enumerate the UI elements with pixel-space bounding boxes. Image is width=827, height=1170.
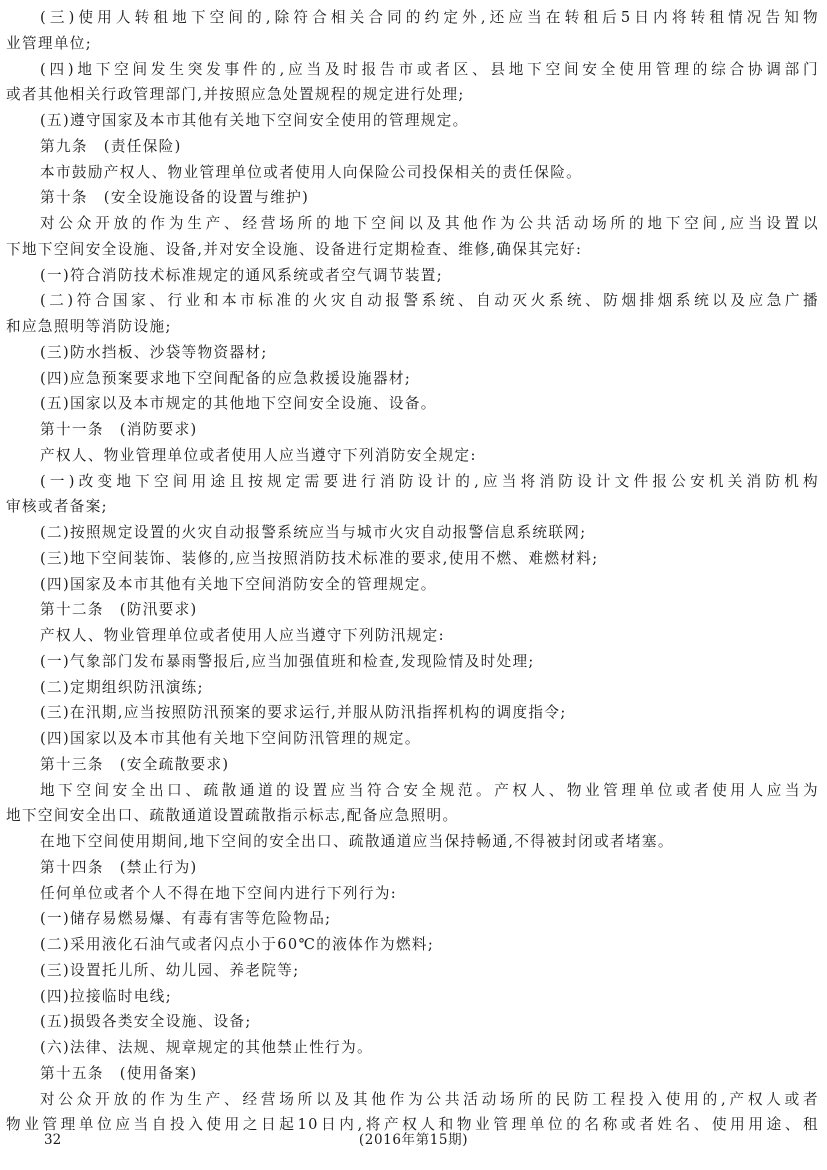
text-line: (四)应急预案要求地下空间配备的应急救援设施器材; (40, 369, 412, 387)
text-line: 第九条 (责任保险) (40, 137, 182, 155)
text-line: (一)储存易燃易爆、有毒有害等危险物品; (40, 910, 332, 928)
text-line: 审核或者备案; (6, 498, 108, 516)
text-line: (三)设置托儿所、幼儿园、养老院等; (40, 961, 300, 979)
text-line: 在地下空间使用期间,地下空间的安全出口、疏散通道应当保持畅通,不得被封闭或者堵塞。 (40, 833, 674, 850)
text-line: (一)气象部门发布暴雨警报后,应当加强值班和检查,发现险情及时处理; (40, 652, 535, 670)
text-line: 产权人、物业管理单位或者使用人应当遵守下列消防安全规定: (40, 446, 477, 464)
text-line: (六)法律、法规、规章规定的其他禁止性行为。 (40, 1039, 373, 1056)
text-line: 和应急照明等消防设施; (6, 318, 172, 335)
text-line: (二)符合国家、行业和本市标准的火灾自动报警系统、自动灭火系统、防烟排烟系统以及应急广播 (40, 292, 819, 310)
text-line: (五)国家以及本市规定的其他地下空间安全设施、设备。 (40, 395, 437, 413)
text-line: (一)改变地下空间用途且按规定需要进行消防设计的,应当将消防设计文件报公安机关消防机构 (40, 472, 819, 490)
text-line: (三)防水挡板、沙袋等物资器材; (40, 343, 268, 361)
text-line: 第十条 (安全设施设备的设置与维护) (40, 189, 310, 207)
text-line: (五)遵守国家及本市其他有关地下空间安全使用的管理规定。 (40, 112, 469, 129)
text-line: 或者其他相关行政管理部门,并按照应急处置规程的规定进行处理; (6, 86, 465, 104)
text-line: 第十二条 (防汛要求) (40, 601, 198, 619)
text-line: (一)符合消防技术标准规定的通风系统或者空气调节装置; (40, 266, 444, 284)
text-line: 第十四条 (禁止行为) (40, 858, 198, 876)
text-line: 本市鼓励产权人、物业管理单位或者使用人向保险公司投保相关的责任保险。 (40, 163, 583, 181)
text-line: (二)采用液化石油气或者闪点小于60℃的液体作为燃料; (40, 936, 435, 953)
text-line: (三)使用人转租地下空间的,除符合相关合同的约定外,还应当在转租后5日内将转租情况告知物 (40, 9, 819, 26)
text-line: 第十五条 (使用备案) (40, 1064, 198, 1082)
text-line: (五)损毁各类安全设施、设备; (40, 1013, 252, 1031)
page-number: 32 (44, 1132, 62, 1148)
text-line: (二)定期组织防汛演练; (40, 678, 204, 696)
text-line: 物业管理单位应当自投入使用之日起10日内,将产权人和物业管理单位的名称或者姓名、使用用途、租 (6, 1116, 819, 1134)
text-line: (四)拉接临时电线; (40, 987, 172, 1005)
text-line: 第十三条 (安全疏散要求) (40, 755, 230, 773)
text-line: 业管理单位; (6, 34, 92, 52)
issue-label: (2016年第15期) (358, 1132, 469, 1148)
page-footer (0, 1127, 827, 1153)
text-line: 地下空间安全出口、疏散通道的设置应当符合安全规范。产权人、物业管理单位或者使用人应当为 (40, 781, 819, 799)
document-body (6, 5, 819, 1138)
text-line: 对公众开放的作为生产、经营场所以及其他作为公共活动场所的民防工程投入使用的,产权人或者 (40, 1090, 819, 1108)
text-line: 下地下空间安全设施、设备,并对安全设施、设备进行定期检查、维修,确保其完好: (6, 240, 583, 258)
text-line: (四)国家以及本市其他有关地下空间防汛管理的规定。 (40, 730, 421, 747)
text-line: (三)在汛期,应当按照防汛预案的要求运行,并服从防汛指挥机构的调度指令; (40, 704, 567, 722)
text-line: 地下空间安全出口、疏散通道设置疏散指示标志,配备应急照明。 (6, 807, 459, 825)
text-line: (四)地下空间发生突发事件的,应当及时报告市或者区、县地下空间安全使用管理的综合协调部门 (40, 60, 819, 78)
text-line: 第十一条 (消防要求) (40, 421, 198, 438)
text-line: (三)地下空间装饰、装修的,应当按照消防技术标准的要求,使用不燃、难燃材料; (40, 549, 599, 567)
text-line: (四)国家及本市其他有关地下空间消防安全的管理规定。 (40, 575, 437, 593)
text-line: 对公众开放的作为生产、经营场所的地下空间以及其他作为公共活动场所的地下空间,应当设置以 (40, 215, 819, 232)
text-line: 产权人、物业管理单位或者使用人应当遵守下列防汛规定: (40, 627, 445, 644)
text-line: (二)按照规定设置的火灾自动报警系统应当与城市火灾自动报警信息系统联网; (40, 524, 587, 541)
text-line: 任何单位或者个人不得在地下空间内进行下列行为: (40, 884, 398, 902)
